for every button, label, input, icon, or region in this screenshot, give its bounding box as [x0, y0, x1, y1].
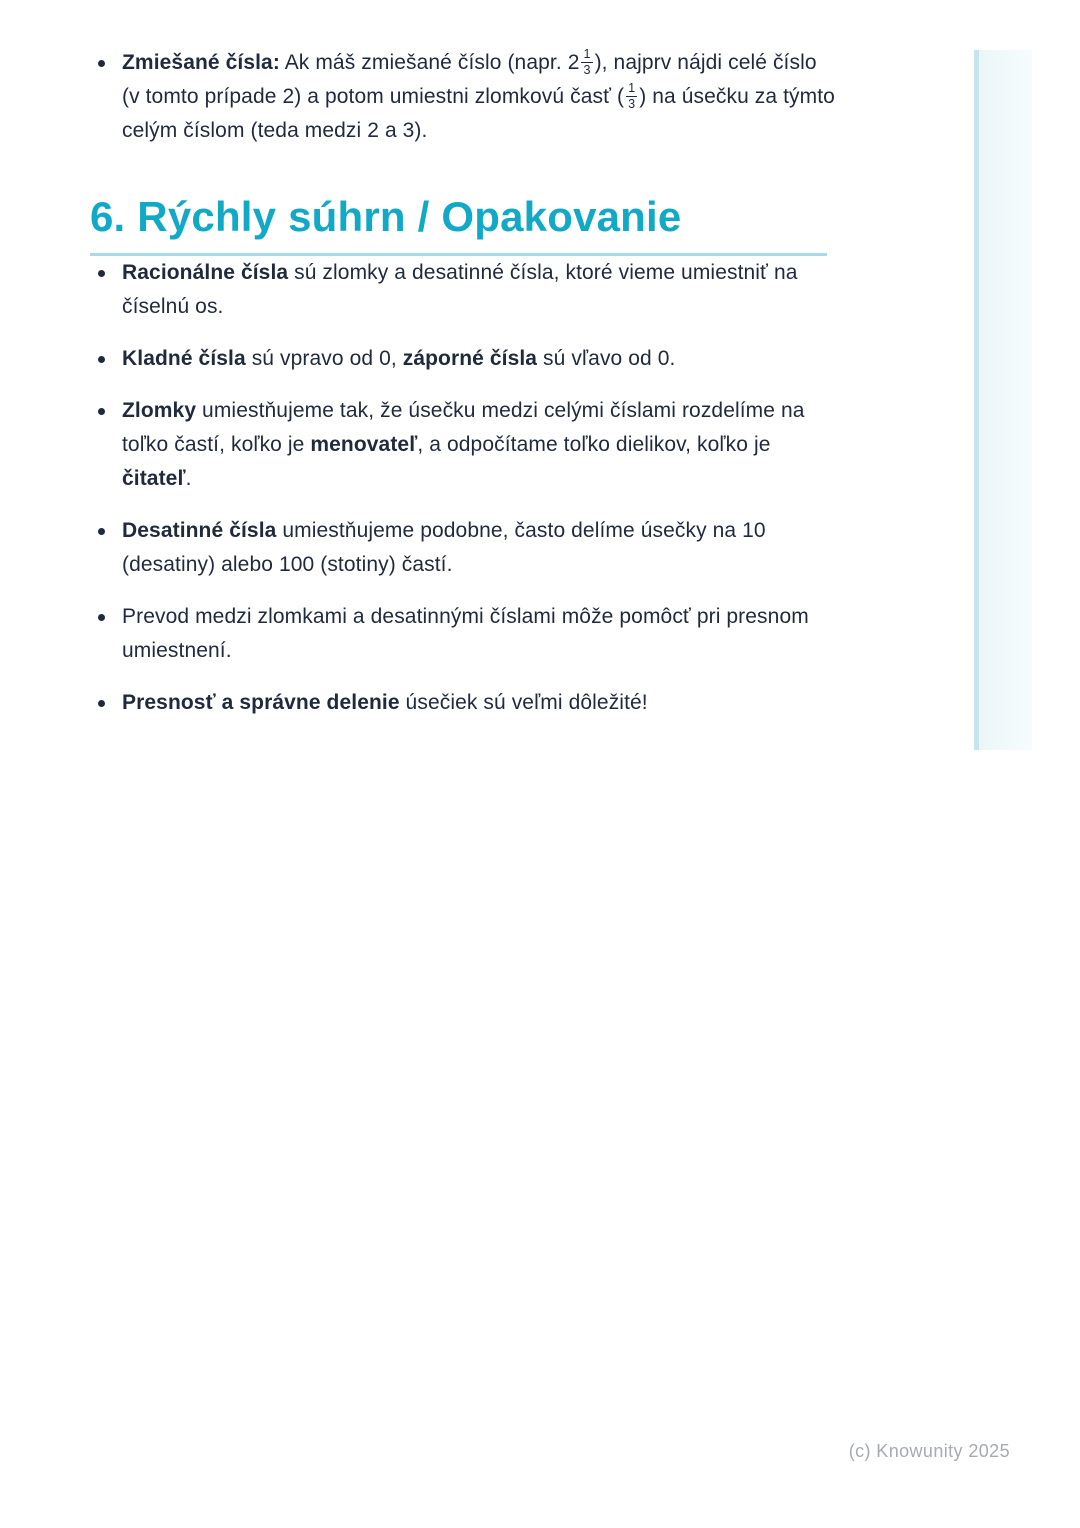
list-item: Desatinné čísla umiestňujeme podobne, často delíme úsečky na 10 (desatiny) alebo 100 (stotiny) častí.: [90, 514, 835, 582]
inline-fraction: $\frac{1}{3}$: [628, 80, 636, 112]
summary-bullet-list: [90, 256, 835, 720]
copyright-note: (c) Knowunity 2025: [848, 1441, 1010, 1461]
inline-fraction: $\frac{1}{3}$: [583, 46, 591, 78]
list-item: Racionálne čísla sú zlomky a desatinné čísla, ktoré vieme umiestniť na číselnú os.: [90, 256, 835, 324]
list-item: Zlomky umiestňujeme tak, že úsečku medzi celými číslami rozdelíme na toľko častí, koľko je menovateľ, a odpočítame toľko dielikov, koľko je čitateľ.: [90, 394, 835, 496]
document-page: [0, 0, 1080, 720]
intro-bullet-list: [90, 46, 835, 148]
list-item: Kladné čísla sú vpravo od 0, záporné čísla sú vľavo od 0.: [90, 342, 835, 376]
page-edge-strip: [974, 50, 1032, 750]
list-item: Presnosť a správne delenie úsečiek sú veľmi dôležité!: [90, 686, 835, 720]
section-heading: 6. Rýchly súhrn / Opakovanie: [90, 193, 682, 240]
list-item: Zmiešané čísla: Ak máš zmiešané číslo (napr. 2 $\frac{1}{3}$ ), najprv nájdi celé číslo (v tomto prípade 2) a potom umiestni zlomkovú časť ( $\frac{1}{3}$ ) na úsečku za týmto celým číslom (teda medzi 2 a 3).: [90, 46, 835, 148]
list-item: Prevod medzi zlomkami a desatinnými číslami môže pomôcť pri presnom umiestnení.: [90, 600, 835, 668]
